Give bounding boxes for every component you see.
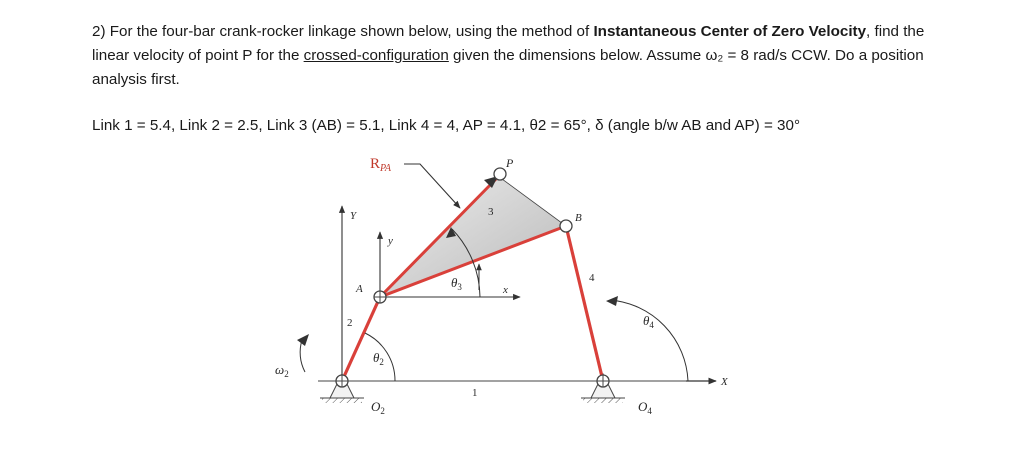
label-link-3: 3 — [488, 206, 494, 218]
joint-b — [560, 220, 572, 232]
rpa-leader — [404, 164, 460, 208]
label-Y: Y — [350, 210, 357, 222]
label-rpa: $R_{PA}$ — [370, 156, 391, 174]
label-x: x — [503, 284, 508, 296]
problem-intro: 2) For the four-bar crank-rocker linkage shown below, using the method of — [92, 23, 594, 40]
label-theta2: $\theta_2$ — [373, 350, 384, 367]
joint-o2 — [336, 375, 348, 387]
joint-p — [494, 168, 506, 180]
dimensions-line: Link 1 = 5.4, Link 2 = 2.5, Link 3 (AB) = 5.1, Link 4 = 4, AP = 4.1, θ2 = 65°, δ (angle b/w AB and AP) = 30° — [92, 117, 801, 134]
joint-a — [374, 291, 386, 303]
label-omega2: $\omega_2$ — [275, 362, 289, 379]
method-name: Instantaneous Center of Zero Velocity — [593, 23, 867, 40]
label-b: B — [575, 212, 582, 224]
joint-o4 — [597, 375, 609, 387]
label-link-4: 4 — [589, 272, 595, 284]
label-o4: $O_4$ — [638, 399, 652, 416]
label-link-2: 2 — [347, 317, 353, 329]
label-y: y — [388, 235, 393, 247]
label-a: A — [356, 283, 363, 295]
label-p: P — [506, 156, 514, 170]
label-theta3: $\theta_3$ — [451, 275, 462, 292]
link-4 — [566, 226, 603, 381]
configuration-term: crossed-configuration — [303, 47, 449, 64]
theta4-arc-arrow — [606, 296, 618, 306]
label-X: X — [721, 376, 728, 388]
label-theta4: $\theta_4$ — [643, 313, 654, 330]
label-link-1: 1 — [472, 387, 478, 399]
problem-middle: , find the linear velocity of point P for the — [92, 23, 925, 64]
label-o2: $O_2$ — [371, 399, 385, 416]
problem-end: given the dimensions below. Assume ω₂ = 8 rad/s CCW. Do a position analysis first. — [92, 47, 924, 88]
omega2-arrow — [297, 334, 309, 346]
